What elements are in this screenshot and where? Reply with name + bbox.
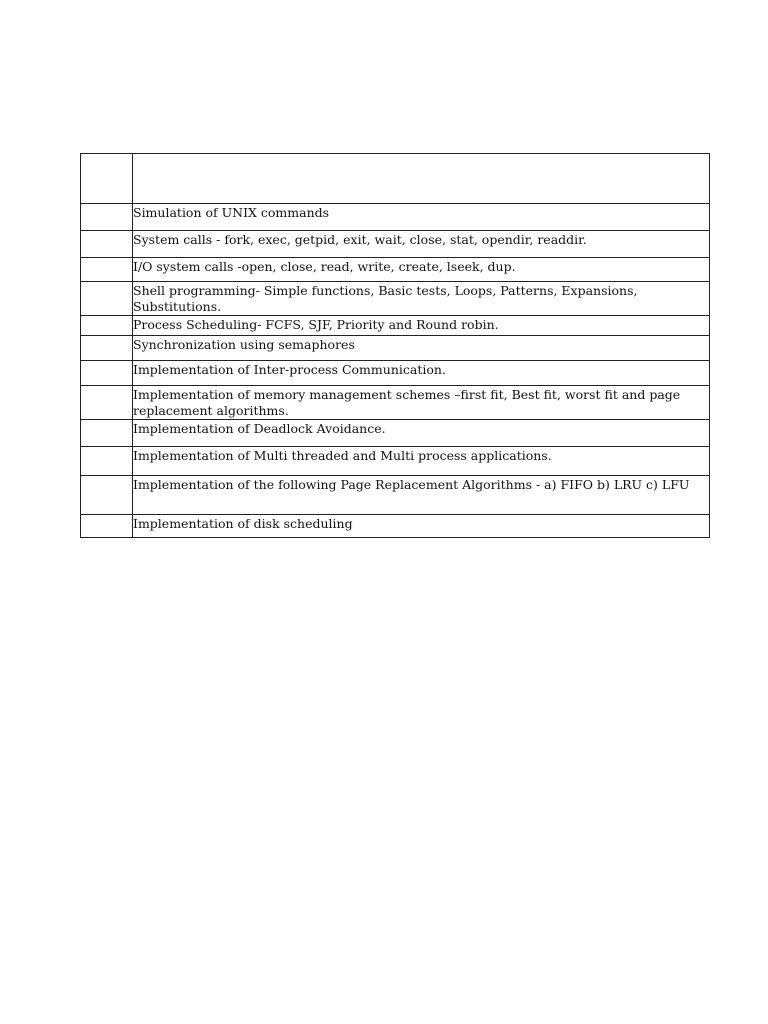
row-number-cell [81, 231, 133, 258]
row-text-cell: Implementation of Multi threaded and Multi process applications. [133, 447, 710, 476]
row-text-cell: System calls - fork, exec, getpid, exit, wait, close, stat, opendir, readdir. [133, 231, 710, 258]
table-row [81, 515, 710, 538]
table-row [81, 282, 710, 316]
row-number-cell [81, 361, 133, 386]
table-row [81, 476, 710, 515]
row-number-cell [81, 336, 133, 361]
row-text-cell: Synchronization using semaphores [133, 336, 710, 361]
row-text-cell: I/O system calls -open, close, read, write, create, lseek, dup. [133, 258, 710, 282]
row-number-cell [81, 282, 133, 316]
row-text-cell: Implementation of disk scheduling [133, 515, 710, 538]
row-text-cell: Implementation of Inter-process Communication. [133, 361, 710, 386]
table-row [81, 204, 710, 231]
row-number-cell [81, 204, 133, 231]
row-text-cell: Implementation of Deadlock Avoidance. [133, 420, 710, 447]
row-number-cell [81, 386, 133, 420]
row-number-cell [81, 258, 133, 282]
table-row [81, 258, 710, 282]
row-text-cell: Process Scheduling- FCFS, SJF, Priority and Round robin. [133, 316, 710, 336]
row-number-cell [81, 515, 133, 538]
experiments-table [80, 153, 710, 538]
table-row [81, 386, 710, 420]
row-number-cell [81, 447, 133, 476]
row-text-cell: Shell programming- Simple functions, Basic tests, Loops, Patterns, Expansions, Substitutions. [133, 282, 710, 316]
table-header-row [81, 154, 710, 204]
table-row [81, 316, 710, 336]
row-number-cell [81, 420, 133, 447]
table-row [81, 420, 710, 447]
row-text-cell: Implementation of the following Page Replacement Algorithms - a) FIFO b) LRU c) LFU [133, 476, 710, 515]
row-text-cell: Implementation of memory management schemes –first fit, Best fit, worst fit and page replacement algorithms. [133, 386, 710, 420]
header-title-cell [133, 154, 710, 204]
row-text-cell: Simulation of UNIX commands [133, 204, 710, 231]
row-number-cell [81, 476, 133, 515]
table-row [81, 336, 710, 361]
table-row [81, 231, 710, 258]
table-row [81, 447, 710, 476]
header-number-cell [81, 154, 133, 204]
row-number-cell [81, 316, 133, 336]
table-row [81, 361, 710, 386]
